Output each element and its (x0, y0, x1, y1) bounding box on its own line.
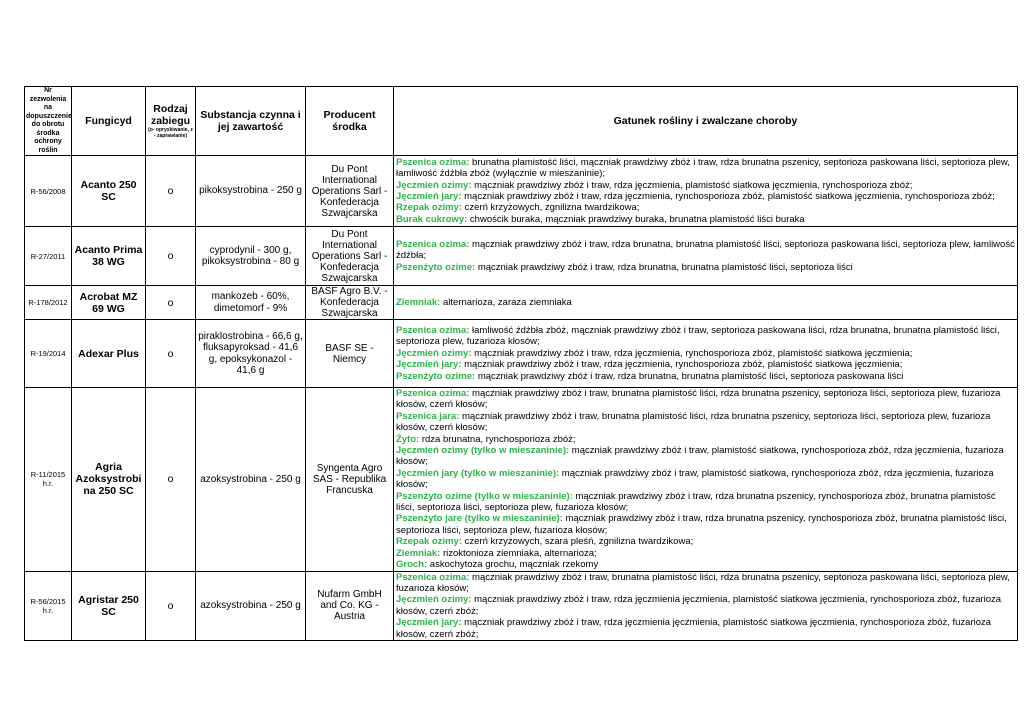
table-row (25, 286, 1018, 320)
crop-entry (396, 468, 1015, 491)
disease-list: chwościk buraka, mączniak prawdziwy buraka, brunatna plamistość liści buraka (467, 213, 805, 225)
disease-list: rdza brunatna, rynchosporioza zbóż; (419, 433, 576, 445)
header-substancja: Substancja czynna i jej zawartość (196, 87, 306, 156)
fungicide-name: Acrobat MZ 69 WG (72, 286, 146, 320)
active-substance: mankozeb - 60%, dimetomorf - 9% (196, 286, 306, 320)
disease-list: mączniak prawdziwy zbóż i traw, rdza jęczmienia, rynchosporioza zbóż, plamistość siatkowa jęczmienia; (471, 347, 913, 359)
crop-name: Pszenica ozima: (396, 324, 470, 336)
disease-list: mączniak prawdziwy zbóż i traw, rdza brunatna pszenicy, rynchosporioza zbóż, brunatna plamistość liści, septorioza liści, septorioza plew, fuzarioza kłosów; (396, 490, 996, 514)
crop-entry (396, 325, 1015, 348)
crop-name: Jęczmień jary (tylko w mieszaninie): (396, 467, 560, 479)
table-row (25, 320, 1018, 388)
crop-entry (396, 559, 1015, 570)
crop-entry (396, 513, 1015, 536)
treatment-type: o (146, 286, 196, 320)
fungicide-name: Agristar 250 SC (72, 571, 146, 640)
producer: Du Pont International Operations Sarl - Konfederacja Szwajcarska (306, 227, 394, 286)
disease-list: mączniak prawdziwy zbóż i traw, rdza brunatna, brunatna plamistość liści, septorioza paskowana liści, septorioza plew, łamliwość źdźbła; (396, 238, 1015, 262)
disease-list: czerń krzyżowych, szara pleśń, zgnilizna twardzikowa; (462, 536, 694, 548)
header-rodzaj-label: Rodzaj zabiegu (150, 103, 191, 127)
crop-entry (396, 411, 1015, 434)
disease-list: mączniak prawdziwy zbóż i traw, rdza jęczmienia jęczmienia, plamistość siatkowa jęczmienia, rynchosporioza zbóż, fuzarioza kłosów, czerń zbóż; (396, 617, 992, 640)
crops-and-diseases (394, 156, 1018, 227)
disease-list: mączniak prawdziwy zbóż i traw, brunatna plamistość liści, rdza brunatna pszenicy, septorioza paskowana liści, septorioza plew, fuzarioza kłosów; (396, 571, 1010, 594)
crop-entry (396, 617, 1015, 640)
header-rodzaj (146, 87, 196, 156)
crop-name: Jęczmień jary: (396, 617, 462, 629)
crop-entry (396, 371, 1015, 382)
table-row (25, 156, 1018, 227)
crop-name: Jęczmień jary: (396, 191, 462, 202)
crop-entry (396, 214, 1015, 225)
crops-and-diseases (394, 571, 1018, 640)
crop-name: Ziemniak: (396, 547, 441, 559)
table-row (25, 571, 1018, 640)
active-substance: azoksystrobina - 250 g (196, 571, 306, 640)
registration-number: R-19/2014 (25, 320, 72, 388)
header-fungicyd: Fungicyd (72, 87, 146, 156)
crop-name: Pszenica ozima: (396, 156, 470, 168)
treatment-type: o (146, 227, 196, 286)
crop-name: Jęczmień jary: (396, 359, 462, 371)
treatment-type: o (146, 571, 196, 640)
crop-name: Jęczmień ozimy: (396, 347, 472, 359)
crop-entry (396, 536, 1015, 547)
crop-name: Pszenica ozima: (396, 388, 470, 399)
treatment-type: o (146, 388, 196, 572)
fungicide-name: Agria Azoksystrobi na 250 SC (72, 388, 146, 572)
disease-list: mączniak prawdziwy zbóż i traw, rdza jęczmienia, plamistość siatkowa jęczmienia, rynchosporioza zbóż; (471, 179, 913, 191)
disease-list: mączniak prawdziwy zbóż i traw, plamistość siatkowa, rynchosporioza zbóż, rdza jęczmienia, fuzarioza kłosów; (396, 467, 994, 491)
crop-name: Jęczmień ozimy (tylko w mieszaninie): (396, 445, 570, 457)
disease-list: mączniak prawdziwy zbóż i traw, rdza brunatna, brunatna plamistość liści, septorioza paskowana liści (475, 370, 904, 382)
header-gatunek: Gatunek rośliny i zwalczane choroby (394, 87, 1018, 156)
crop-name: Pszenżyto ozime (tylko w mieszaninie): (396, 490, 573, 502)
table-row (25, 388, 1018, 572)
disease-list: mączniak prawdziwy zbóż i traw, plamistość siatkowa, rynchosporioza zbóż, rdza jęczmienia, fuzarioza kłosów; (396, 445, 1004, 468)
header-nr: Nr zezwolenia na dopuszczenie do obrotu środka ochrony roślin (26, 87, 72, 154)
crop-name: Ziemniak: (396, 296, 441, 308)
disease-list: mączniak prawdziwy zbóż i traw, rdza jęczmienia jęczmienia, plamistość siatkowa jęczmienia, rynchosporioza zbóż, fuzarioza kłosów, czerń zbóż; (396, 594, 1002, 617)
crop-entry (396, 491, 1015, 514)
disease-list: mączniak prawdziwy zbóż i traw, rdza jęczmienia, rynchosporioza zbóż, plamistość siatkowa jęczmienia; (461, 359, 903, 371)
disease-list: mączniak prawdziwy zbóż i traw, rdza jęczmienia, rynchosporioza zbóż, plamistość siatkowa jęczmienia, rynchosporioza zbóż; (461, 191, 995, 202)
crop-entry (396, 388, 1015, 411)
crop-entry (396, 548, 1015, 559)
registration-number: R-56/2008 (25, 156, 72, 227)
crops-and-diseases (394, 286, 1018, 320)
disease-list: alternarioza, zaraza ziemniaka (440, 296, 572, 308)
registration-number: R-178/2012 (25, 286, 72, 320)
crop-entry (396, 359, 1015, 370)
header-producent: Producent środka (306, 87, 394, 156)
disease-list: mączniak prawdziwy zbóż i traw, brunatna plamistość liści, rdza brunatna pszenicy, septorioza liści, septorioza plew, fuzarioza kłosów, czerń kłosów; (396, 410, 991, 434)
fungicide-name: Acanto 250 SC (72, 156, 146, 227)
table-body (25, 156, 1018, 641)
treatment-type: o (146, 156, 196, 227)
table-row (25, 227, 1018, 286)
fungicide-name: Adexar Plus (72, 320, 146, 388)
active-substance: pikoksystrobina - 250 g (196, 156, 306, 227)
treatment-type: o (146, 320, 196, 388)
disease-list: mączniak prawdziwy zbóż i traw, brunatna plamistość liści, rdza brunatna pszenicy, septorioza liści, septorioza plew, fuzarioza kłosów, czerń kłosów; (396, 388, 1001, 411)
crop-entry (396, 202, 1015, 213)
crops-and-diseases (394, 320, 1018, 388)
crop-name: Pszenżyto jare (tylko w mieszaninie): (396, 513, 563, 525)
registration-number: R-56/2015 h.r. (25, 571, 72, 640)
crop-name: Żyto: (396, 433, 420, 445)
crops-and-diseases (394, 227, 1018, 286)
crop-entry (396, 157, 1015, 180)
registration-number: R-27/2011 (25, 227, 72, 286)
producer: Du Pont International Operations Sarl - Konfederacja Szwajcarska (306, 156, 394, 227)
producer: BASF SE - Niemcy (306, 320, 394, 388)
crop-entry (396, 180, 1015, 191)
crop-entry (396, 594, 1015, 617)
crop-name: Pszenica jara: (396, 410, 460, 422)
crop-name: Groch: (396, 559, 428, 571)
crop-name: Pszenżyto ozime: (396, 261, 476, 273)
header-row (25, 87, 1018, 156)
crop-entry (396, 348, 1015, 359)
crop-entry (396, 191, 1015, 202)
fungicide-name: Acanto Prima 38 WG (72, 227, 146, 286)
crop-name: Jęczmień ozimy: (396, 179, 472, 191)
crop-name: Rzepak ozimy: (396, 536, 462, 548)
crop-entry (396, 297, 1015, 308)
producer: BASF Agro B.V. - Konfederacja Szwajcarska (306, 286, 394, 320)
crop-name: Pszenica ozima: (396, 238, 470, 250)
crop-name: Rzepak ozimy: (396, 202, 462, 214)
disease-list: brunatna plamistość liści, mączniak prawdziwy zbóż i traw, rdza brunatna pszenicy, septorioza paskowana liści, septorioza plew, łamliwość źdźbła zbóż (wyłącznie w mieszaninie); (396, 156, 1010, 180)
disease-list: mączniak prawdziwy zbóż i traw, rdza brunatna, brunatna plamistość liści, septorioza liści (475, 261, 853, 273)
disease-list: rizoktonioza ziemniaka, alternarioza; (440, 547, 597, 559)
fungicide-register-table (24, 86, 1018, 641)
crop-name: Burak cukrowy: (396, 213, 468, 225)
crop-entry (396, 445, 1015, 468)
crop-entry (396, 262, 1015, 273)
disease-list: czerń krzyżowych, zgnilizna twardzikowa; (462, 202, 640, 214)
disease-list: łamliwość źdźbła zbóż, mączniak prawdziwy zbóż i traw, septorioza paskowana liści, rdza brunatna, brunatna plamistość liści, septorioza plew, fuzarioza kłosów; (396, 324, 1000, 348)
active-substance: azoksystrobina - 250 g (196, 388, 306, 572)
disease-list: mączniak prawdziwy zbóż i traw, rdza brunatna pszenicy, rynchosporioza zbóż, brunatna plamistość liści, septorioza liści, septorioza plew, fuzarioza kłosów; (396, 513, 1007, 536)
disease-list: askochytoza grochu, mączniak rzekomy (427, 559, 599, 571)
crop-entry (396, 239, 1015, 262)
producer: Syngenta Agro SAS - Republika Francuska (306, 388, 394, 572)
producer: Nufarm GmbH and Co. KG - Austria (306, 571, 394, 640)
active-substance: cyprodynil - 300 g, pikoksystrobina - 80 g (196, 227, 306, 286)
crop-entry (396, 572, 1015, 595)
crop-name: Pszenica ozima: (396, 571, 470, 583)
crops-and-diseases (394, 388, 1018, 572)
crop-name: Jęczmień ozimy: (396, 594, 472, 606)
header-rodzaj-legend: (o- opryskiwanie, z - zaprawianie) (148, 127, 193, 139)
crop-name: Pszenżyto ozime: (396, 370, 476, 382)
registration-number: R-11/2015 h.r. (25, 388, 72, 572)
crop-entry (396, 434, 1015, 445)
active-substance: piraklostrobina - 66,6 g, fluksapyroksad - 41,6 g, epoksykonazol - 41,6 g (196, 320, 306, 388)
